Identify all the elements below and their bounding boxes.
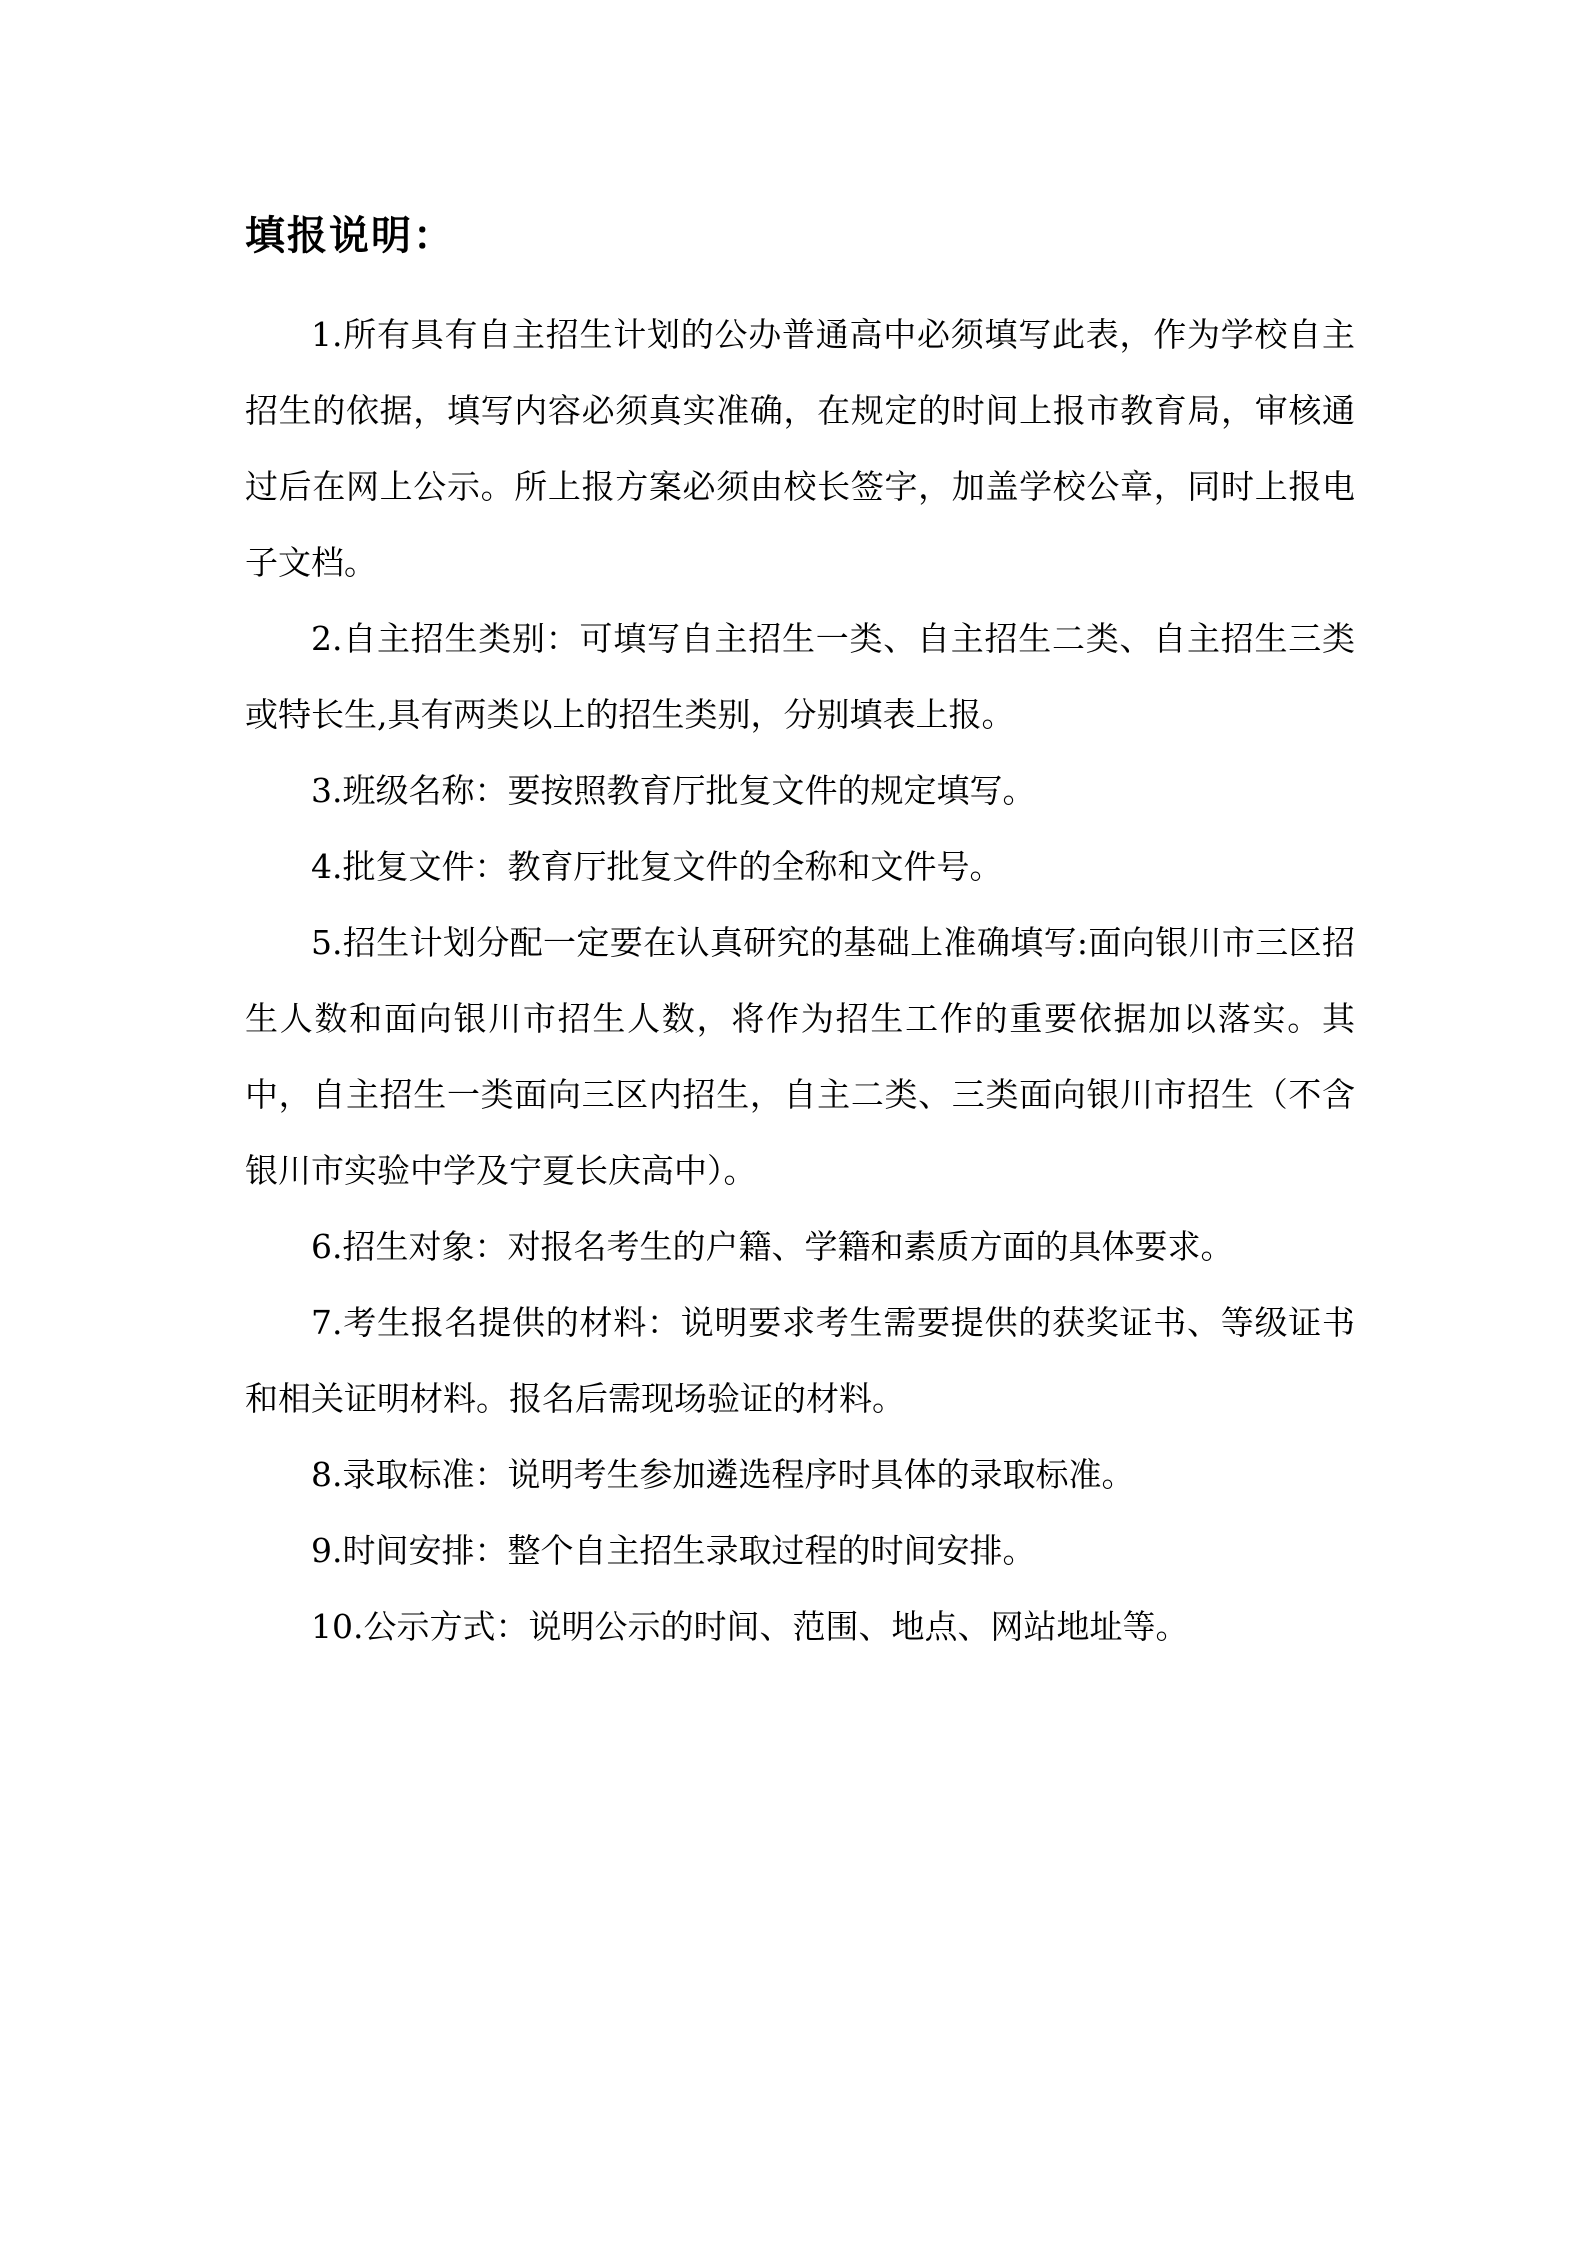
- instruction-item-10: 10.公示方式：说明公示的时间、范围、地点、网站地址等。: [311, 1607, 1189, 1646]
- instruction-item-4: 4.批复文件：教育厅批复文件的全称和文件号。: [311, 847, 1003, 886]
- instruction-item-5: 5.招生计划分配一定要在认真研究的基础上准确填写:面向银川市三区招生人数和面向银川市招生人数，将作为招生工作的重要依据加以落实。其中，自主招生一类面向三区内招生，自主二类、三类面向银川市招生（不含银川市实验中学及宁夏长庆高中）。: [245, 923, 1355, 1190]
- instruction-item-9: 9.时间安排：整个自主招生录取过程的时间安排。: [311, 1531, 1036, 1570]
- instructions-body: [245, 297, 1355, 1665]
- instruction-item-7: 7.考生报名提供的材料：说明要求考生需要提供的获奖证书、等级证书和相关证明材料。报名后需现场验证的材料。: [245, 1303, 1355, 1418]
- document-heading: 填报说明：: [245, 212, 455, 259]
- instruction-item-6: 6.招生对象：对报名考生的户籍、学籍和素质方面的具体要求。: [311, 1227, 1234, 1266]
- instruction-item-1: 1.所有具有自主招生计划的公办普通高中必须填写此表，作为学校自主招生的依据，填写内容必须真实准确，在规定的时间上报市教育局，审核通过后在网上公示。所上报方案必须由校长签字，加盖学校公章，同时上报电子文档。: [245, 315, 1355, 582]
- instruction-item-8: 8.录取标准：说明考生参加遴选程序时具体的录取标准。: [311, 1455, 1135, 1494]
- instruction-item-3: 3.班级名称：要按照教育厅批复文件的规定填写。: [311, 771, 1036, 810]
- instruction-item-2: 2.自主招生类别：可填写自主招生一类、自主招生二类、自主招生三类或特长生,具有两类以上的招生类别，分别填表上报。: [245, 619, 1355, 734]
